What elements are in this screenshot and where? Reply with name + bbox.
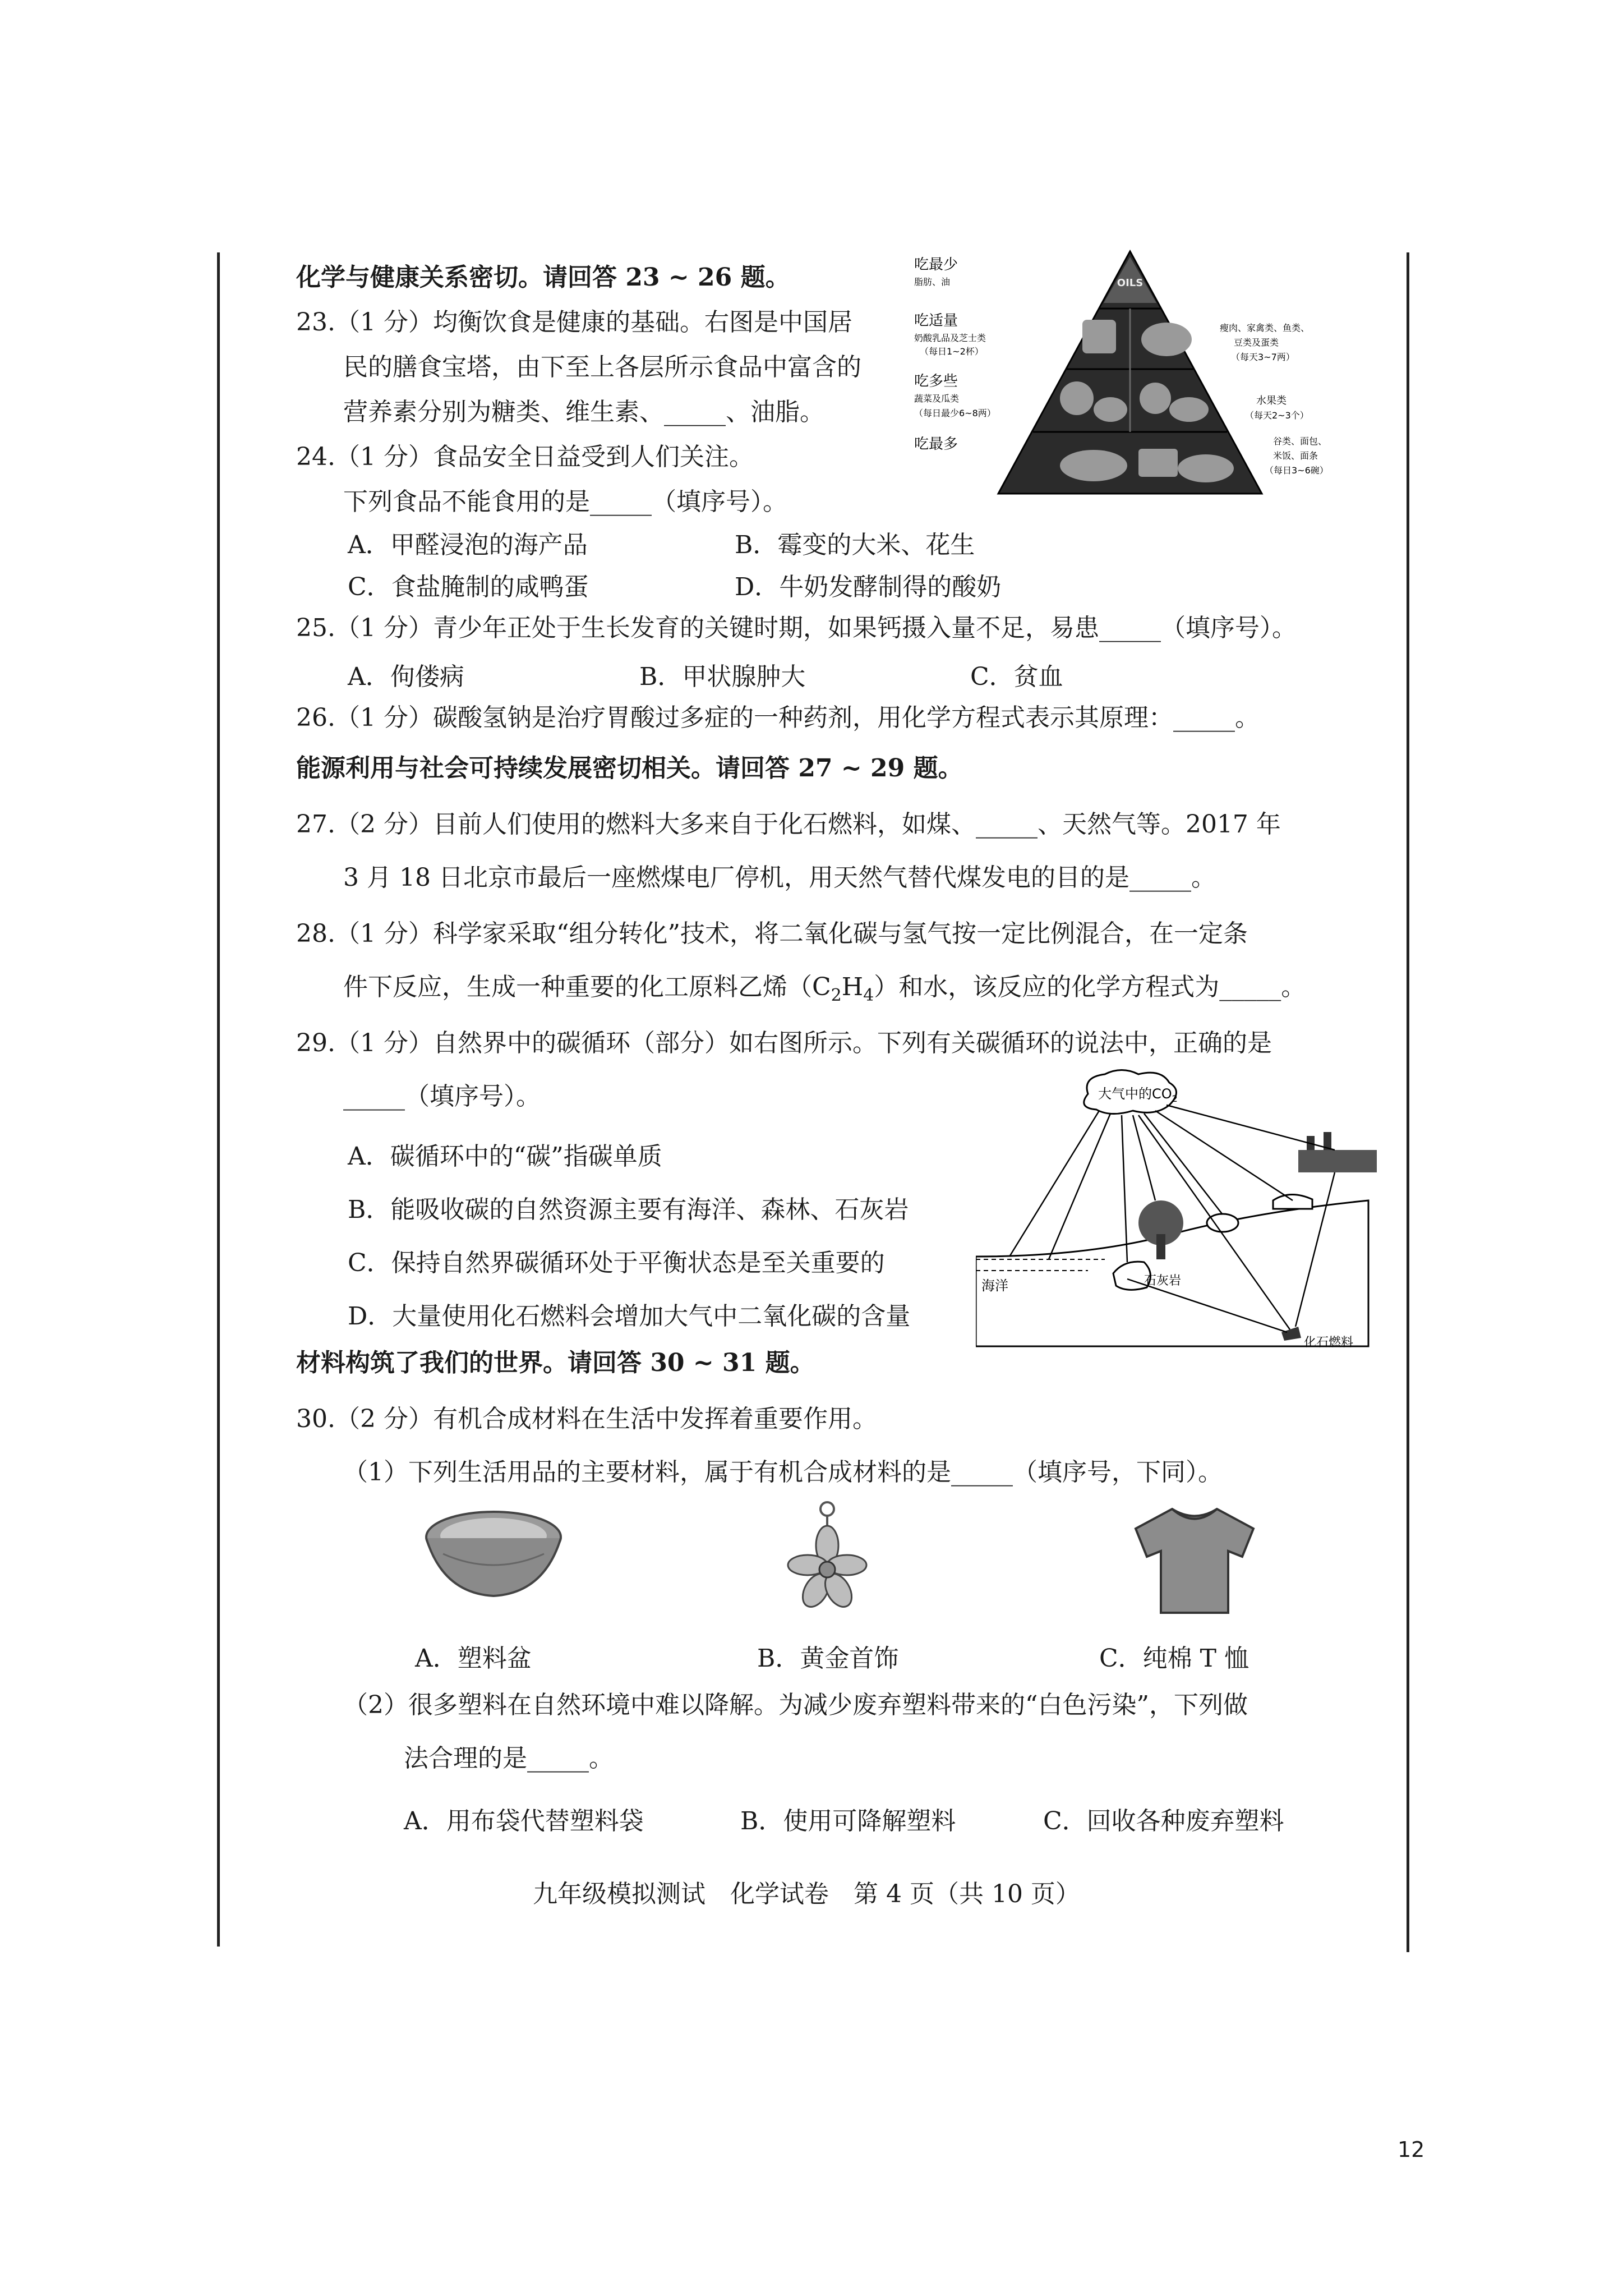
q30-option-a: A．用布袋代替塑料袋 (404, 1807, 644, 1835)
q24-option-a: A．甲醛浸泡的海产品 (348, 531, 588, 559)
q30-part1: （1）下列生活用品的主要材料，属于有机合成材料的是_____（填序号，下同）。 (343, 1458, 1223, 1487)
q25-option-c: C．贫血 (970, 662, 1063, 691)
q24-option-b: B．霉变的大米、花生 (735, 531, 975, 559)
pyramid-right-3a: 水果类 (1256, 395, 1287, 407)
q29-option-c: C．保持自然界碳循环处于平衡状态是至关重要的 (348, 1249, 885, 1277)
pyramid-left-1-sub: 脂肪、油 (914, 277, 951, 287)
q29-line2: _____（填序号）。 (343, 1082, 541, 1111)
pyramid-left-2-sub: 奶酸乳品及芝士类 (914, 333, 986, 343)
section-heading-materials: 材料构筑了我们的世界。请回答 30 ~ 31 题。 (296, 1349, 815, 1377)
q25-option-a: A．佝偻病 (348, 662, 464, 691)
q23-line3: 营养素分别为糖类、维生素、_____、油脂。 (343, 398, 824, 426)
q24-line1: 24.（1 分）食品安全日益受到人们关注。 (296, 443, 754, 471)
carbon-ocean-label: 海洋 (981, 1278, 1008, 1294)
right-border-line (1407, 252, 1409, 1952)
q28-line2 (343, 970, 1306, 1013)
pyramid-left-1: 吃最少 (914, 256, 958, 273)
plastic-basin-image (421, 1503, 566, 1604)
q29-line1: 29.（1 分）自然界中的碳循环（部分）如右图所示。下列有关碳循环的说法中，正确的是 (296, 1029, 1272, 1057)
q27-line2: 3 月 18 日北京市最后一座燃煤电厂停机，用天然气替代煤发电的目的是_____。 (343, 863, 1216, 892)
q30-line1: 30.（2 分）有机合成材料在生活中发挥着重要作用。 (296, 1405, 877, 1433)
q23-line1: 23.（1 分）均衡饮食是健康的基础。右图是中国居 (296, 308, 852, 337)
pyramid-right-4a: 谷类、面包、 (1273, 436, 1327, 447)
q29-option-d: D．大量使用化石燃料会增加大气中二氧化碳的含量 (348, 1302, 911, 1331)
q24-option-d: D．牛奶发酵制得的酸奶 (735, 573, 1002, 601)
q23-line2: 民的膳食宝塔，由下至上各层所示食品中富含的 (343, 353, 861, 381)
pyramid-left-3-sub: 蔬菜及瓜类 (914, 393, 960, 404)
carbon-cycle-figure (976, 1066, 1380, 1358)
q28-sub-4: 4 (863, 985, 874, 1005)
q28-sub-2: 2 (831, 985, 842, 1005)
q28-text-c: ）和水，该反应的化学方程式为_____。 (874, 973, 1306, 1001)
food-pyramid-figure (914, 247, 1346, 510)
q30-image-label-b: B．黄金首饰 (757, 1644, 899, 1673)
pyramid-right-2b: 豆类及蛋类 (1234, 337, 1279, 348)
section-heading-health: 化学与健康关系密切。请回答 23 ~ 26 题。 (296, 263, 790, 292)
q29-option-b: B．能吸收碳的自然资源主要有海洋、森林、石灰岩 (348, 1195, 909, 1224)
pyramid-left-3: 吃多些 (914, 373, 958, 390)
carbon-sky-sub: 2 (1172, 1093, 1178, 1104)
pyramid-left-3-note: （每日最少6~8两） (914, 408, 996, 418)
cotton-tshirt-image (1133, 1503, 1256, 1616)
page-number: 12 (1398, 2137, 1425, 2162)
q28-text-b: H (841, 973, 864, 1001)
q30-option-b: B．使用可降解塑料 (740, 1807, 956, 1835)
pyramid-right-2c: （每天3~7两） (1231, 352, 1295, 362)
q25-option-b: B．甲状腺肿大 (639, 662, 806, 691)
page-footer: 九年级模拟测试 化学试卷 第 4 页（共 10 页） (533, 1880, 1080, 1908)
q24-line2: 下列食品不能食用的是_____（填序号）。 (343, 487, 787, 516)
left-border-line (217, 252, 220, 1947)
carbon-sky-label (1098, 1086, 1178, 1104)
q27-line1: 27.（2 分）目前人们使用的燃料大多来自于化石燃料，如煤、_____、天然气等。2017 年 (296, 810, 1281, 839)
pyramid-top-label: OILS (1117, 277, 1144, 289)
q28-text-a: 件下反应，生成一种重要的化工原料乙烯（C (343, 973, 831, 1001)
q25-line1: 25.（1 分）青少年正处于生长发育的关键时期，如果钙摄入量不足，易患_____（填序号）。 (296, 614, 1297, 642)
q24-option-c: C．食盐腌制的咸鸭蛋 (348, 573, 589, 601)
pyramid-right-4c: （每日3~6碗） (1265, 465, 1329, 476)
carbon-sky-text: 大气中的CO (1098, 1086, 1172, 1102)
q29-option-a: A．碳循环中的“碳”指碳单质 (348, 1142, 662, 1171)
q30-option-c: C．回收各种废弃塑料 (1043, 1807, 1284, 1835)
pyramid-left-2-note: （每日1~2杯） (920, 346, 984, 357)
carbon-limestone-label: 石灰岩 (1144, 1274, 1182, 1288)
q28-line1: 28.（1 分）科学家采取“组分转化”技术，将二氧化碳与氢气按一定比例混合，在一定条 (296, 919, 1248, 948)
q30-part2-line2: 法合理的是_____。 (404, 1744, 614, 1773)
gold-jewelry-image (785, 1498, 869, 1616)
pyramid-right-2a: 瘦肉、家禽类、鱼类、 (1220, 323, 1310, 333)
pyramid-right-4b: 米饭、面条 (1273, 450, 1318, 461)
pyramid-left-2: 吃适量 (914, 312, 958, 329)
q30-image-label-a: A．塑料盆 (415, 1644, 532, 1673)
q30-part2-line1: （2）很多塑料在自然环境中难以降解。为减少废弃塑料带来的“白色污染”，下列做 (343, 1691, 1248, 1719)
q26-line1: 26.（1 分）碳酸氢钠是治疗胃酸过多症的一种药剂，用化学方程式表示其原理：_____。 (296, 703, 1260, 732)
carbon-fossil-label: 化石燃料 (1304, 1336, 1354, 1350)
pyramid-right-3b: （每天2~3个） (1245, 410, 1309, 421)
section-heading-energy: 能源利用与社会可持续发展密切相关。请回答 27 ~ 29 题。 (296, 754, 963, 783)
q30-image-label-c: C．纯棉 T 恤 (1099, 1644, 1249, 1673)
pyramid-left-4: 吃最多 (914, 436, 958, 453)
